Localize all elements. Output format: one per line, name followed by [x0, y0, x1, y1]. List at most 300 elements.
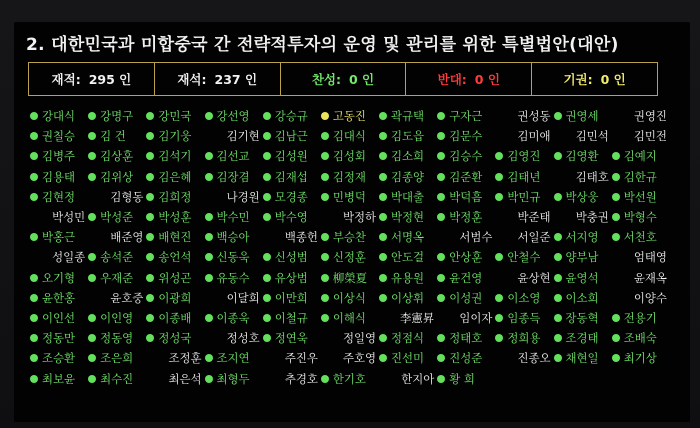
member-name	[263, 247, 321, 267]
member-name-text: 김대식	[332, 129, 366, 144]
member-name	[321, 268, 379, 288]
member-name-text: 오기형	[42, 270, 76, 285]
member-name-text: 유상범	[274, 270, 308, 285]
member-name	[379, 247, 437, 267]
member-name-text: 박선원	[623, 189, 657, 204]
member-name	[495, 146, 553, 166]
member-name	[263, 106, 321, 126]
member-name	[612, 187, 670, 207]
member-name	[30, 167, 88, 187]
member-name	[263, 288, 321, 308]
member-name	[612, 288, 670, 308]
member-name-text: 정동만	[42, 331, 76, 346]
member-name	[263, 227, 321, 247]
member-name	[263, 126, 321, 146]
member-name-text: 윤재옥	[633, 270, 667, 285]
member-name-text: 황 희	[449, 371, 475, 386]
summary-present	[155, 63, 281, 95]
member-name-text: 최보윤	[42, 371, 76, 386]
yes-vote-dot-icon	[146, 294, 154, 302]
yes-vote-dot-icon	[437, 294, 445, 302]
member-name	[88, 348, 146, 368]
member-name	[30, 268, 88, 288]
member-name	[495, 328, 553, 348]
summary-abstain	[532, 63, 657, 95]
member-name	[379, 207, 437, 227]
member-name-text: 이철규	[274, 310, 308, 325]
member-name-text: 송언석	[158, 250, 192, 265]
yes-vote-dot-icon	[30, 112, 38, 120]
member-name	[263, 207, 321, 227]
yes-vote-dot-icon	[263, 314, 271, 322]
member-name-text: 강승규	[274, 109, 308, 124]
member-name	[495, 227, 553, 247]
yes-vote-dot-icon	[88, 274, 96, 282]
yes-vote-dot-icon	[146, 173, 154, 181]
member-name	[379, 368, 437, 388]
yes-vote-dot-icon	[495, 294, 503, 302]
yes-vote-dot-icon	[205, 233, 213, 241]
member-name-text: 장동혁	[565, 310, 599, 325]
member-name-text: 박상웅	[565, 189, 599, 204]
member-name-text: 박성준	[100, 210, 134, 225]
member-name	[321, 126, 379, 146]
yes-vote-dot-icon	[495, 253, 503, 261]
member-name-text: 최수진	[100, 371, 134, 386]
yes-vote-dot-icon	[437, 193, 445, 201]
member-name-text: 정태호	[449, 331, 483, 346]
member-name	[554, 308, 612, 328]
member-name	[263, 348, 321, 368]
yes-vote-dot-icon	[437, 274, 445, 282]
member-name-text: 박홍근	[42, 230, 76, 245]
yes-vote-dot-icon	[554, 193, 562, 201]
member-name	[554, 126, 612, 146]
member-name-text: 이인선	[42, 310, 76, 325]
yes-vote-dot-icon	[205, 112, 213, 120]
yes-vote-dot-icon	[30, 375, 38, 383]
yes-vote-dot-icon	[554, 354, 562, 362]
member-name	[612, 106, 670, 126]
registered-label: 재적:	[51, 72, 81, 87]
member-name-text: 정성국	[158, 331, 192, 346]
yes-vote-dot-icon	[146, 193, 154, 201]
member-name-text: 권칠승	[42, 129, 76, 144]
member-name	[379, 308, 437, 328]
member-name	[321, 187, 379, 207]
member-name	[437, 106, 495, 126]
member-name-text: 신동욱	[216, 250, 250, 265]
member-name-text: 강민국	[158, 109, 192, 124]
member-name	[321, 106, 379, 126]
member-name	[379, 106, 437, 126]
yes-vote-dot-icon	[263, 294, 271, 302]
yes-vote-dot-icon	[146, 112, 154, 120]
yes-vote-dot-icon	[263, 152, 271, 160]
member-name-text: 엄태영	[633, 250, 667, 265]
member-name	[146, 106, 204, 126]
yes-vote-dot-icon	[495, 334, 503, 342]
member-name	[437, 227, 495, 247]
member-name-text: 김형동	[110, 189, 144, 204]
member-name-text: 박충권	[575, 210, 609, 225]
member-name	[321, 368, 379, 388]
member-name-text: 구자근	[449, 109, 483, 124]
member-name	[554, 146, 612, 166]
yes-vote-dot-icon	[437, 375, 445, 383]
yes-vote-dot-icon	[321, 253, 329, 261]
member-name-text: 김선교	[216, 149, 250, 164]
yes-vote-dot-icon	[88, 213, 96, 221]
member-name	[205, 247, 263, 267]
summary-registered	[29, 63, 155, 95]
member-name	[612, 308, 670, 328]
yes-vote-dot-icon	[379, 173, 387, 181]
member-name	[437, 368, 495, 388]
member-name-text: 서지영	[565, 230, 599, 245]
member-name	[495, 207, 553, 227]
yes-vote-dot-icon	[263, 213, 271, 221]
member-name	[205, 187, 263, 207]
yes-vote-dot-icon	[321, 233, 329, 241]
member-name-text: 안상훈	[449, 250, 483, 265]
member-name-text: 이성권	[449, 290, 483, 305]
member-name-text: 배준영	[110, 230, 144, 245]
member-name-text: 서천호	[623, 230, 657, 245]
member-name	[612, 126, 670, 146]
member-name-text: 김태호	[575, 169, 609, 184]
member-name-text: 조지연	[216, 351, 250, 366]
member-name-text: 박정현	[391, 210, 425, 225]
yes-vote-dot-icon	[554, 314, 562, 322]
no-value: 0 인	[474, 72, 500, 87]
member-name-text: 서일준	[517, 230, 551, 245]
member-name-text: 이해식	[332, 310, 366, 325]
yes-vote-dot-icon	[30, 274, 38, 282]
member-name-text: 김현정	[42, 189, 76, 204]
member-name-text: 박정하	[343, 210, 377, 225]
member-name-text: 李憲昇	[400, 310, 435, 325]
yes-vote-dot-icon	[612, 314, 620, 322]
member-name	[554, 328, 612, 348]
yes-vote-dot-icon	[612, 173, 620, 181]
member-name-text: 추경호	[284, 371, 318, 386]
yes-vote-dot-icon	[321, 173, 329, 181]
member-name	[437, 187, 495, 207]
member-name	[30, 308, 88, 328]
member-name-text: 김석기	[158, 149, 192, 164]
member-name-text: 강대식	[42, 109, 76, 124]
member-name-text: 박준태	[517, 210, 551, 225]
member-name-text: 정성호	[226, 331, 260, 346]
member-name-text: 박수민	[216, 210, 250, 225]
member-name-text: 이상식	[332, 290, 366, 305]
member-name-text: 김기웅	[158, 129, 192, 144]
member-name-text: 박대출	[391, 189, 425, 204]
member-name-text: 박수영	[274, 210, 308, 225]
member-name	[379, 288, 437, 308]
member-name-text: 이인영	[100, 310, 134, 325]
member-name	[146, 268, 204, 288]
member-name	[205, 227, 263, 247]
member-name	[554, 207, 612, 227]
member-name	[321, 348, 379, 368]
member-name-text: 조은희	[100, 351, 134, 366]
yes-vote-dot-icon	[30, 294, 38, 302]
member-name-text: 이상휘	[391, 290, 425, 305]
member-name	[88, 247, 146, 267]
member-name-text: 김영진	[507, 149, 541, 164]
member-name-text: 주진우	[284, 351, 318, 366]
member-name	[554, 167, 612, 187]
yes-vote-dot-icon	[88, 375, 96, 383]
yes-vote-dot-icon	[612, 213, 620, 221]
member-name-text: 윤영석	[565, 270, 599, 285]
yes-vote-dot-icon	[205, 354, 213, 362]
yes-vote-dot-icon	[88, 152, 96, 160]
member-name	[88, 268, 146, 288]
member-name-text: 부승찬	[332, 230, 366, 245]
member-name	[612, 268, 670, 288]
member-name	[495, 126, 553, 146]
member-name	[205, 167, 263, 187]
member-name-text: 이광희	[158, 290, 192, 305]
member-name	[612, 227, 670, 247]
yes-vote-dot-icon	[263, 334, 271, 342]
yes-vote-dot-icon	[88, 132, 96, 140]
yes-vote-dot-icon	[321, 152, 329, 160]
yes-vote-dot-icon	[146, 314, 154, 322]
member-name	[612, 348, 670, 368]
yes-vote-dot-icon	[437, 354, 445, 362]
yes-vote-dot-icon	[146, 253, 154, 261]
abstain-value: 0 인	[600, 72, 626, 87]
member-name	[88, 328, 146, 348]
member-name-text: 김남근	[274, 129, 308, 144]
member-name	[146, 348, 204, 368]
member-name-text: 윤건영	[449, 270, 483, 285]
member-name	[321, 207, 379, 227]
member-name-text: 김병주	[42, 149, 76, 164]
yes-vote-dot-icon	[30, 173, 38, 181]
member-name-text: 박정훈	[449, 210, 483, 225]
member-name	[495, 308, 553, 328]
member-name-text: 유용원	[391, 270, 425, 285]
member-name-text: 김도읍	[391, 129, 425, 144]
member-name-text: 최기상	[623, 351, 657, 366]
member-name	[554, 227, 612, 247]
yes-vote-dot-icon	[554, 274, 562, 282]
member-name-text: 한지아	[401, 371, 435, 386]
yes-vote-dot-icon	[554, 233, 562, 241]
yes-vote-dot-icon	[379, 294, 387, 302]
abstain-label: 기권:	[563, 72, 593, 87]
member-name-text: 김장겸	[216, 169, 250, 184]
member-name	[30, 106, 88, 126]
member-name	[88, 368, 146, 388]
member-name	[263, 187, 321, 207]
yes-vote-dot-icon	[554, 294, 562, 302]
yes-vote-dot-icon	[379, 354, 387, 362]
member-name-text: 송석준	[100, 250, 134, 265]
member-name-text: 이종배	[158, 310, 192, 325]
yes-vote-dot-icon	[321, 294, 329, 302]
member-name-text: 김예지	[623, 149, 657, 164]
yes-label: 찬성:	[311, 72, 341, 87]
member-name	[612, 247, 670, 267]
yes-vote-dot-icon	[321, 314, 329, 322]
yes-vote-dot-icon	[379, 193, 387, 201]
member-name-text: 김 건	[100, 129, 126, 144]
member-name	[263, 308, 321, 328]
yes-vote-dot-icon	[437, 152, 445, 160]
yes-vote-dot-icon	[379, 274, 387, 282]
member-name-text: 권영세	[565, 109, 599, 124]
member-name	[30, 328, 88, 348]
yes-vote-dot-icon	[379, 112, 387, 120]
yes-vote-dot-icon	[379, 132, 387, 140]
member-name-text: 윤상현	[517, 270, 551, 285]
member-name-text: 백승아	[216, 230, 250, 245]
member-name-text: 柳榮夏	[332, 270, 368, 285]
member-name-text: 김민석	[575, 129, 609, 144]
member-name-text: 조정훈	[168, 351, 202, 366]
yes-vote-dot-icon	[379, 152, 387, 160]
member-name-text: 박성훈	[158, 210, 192, 225]
member-name	[437, 146, 495, 166]
member-name-text: 정동영	[100, 331, 134, 346]
yes-vote-dot-icon	[437, 173, 445, 181]
member-name	[205, 106, 263, 126]
member-name-text: 김은혜	[158, 169, 192, 184]
member-name	[379, 126, 437, 146]
member-name-text: 김상훈	[100, 149, 134, 164]
member-name	[88, 207, 146, 227]
member-name	[379, 187, 437, 207]
member-name-text: 고동진	[332, 109, 366, 124]
member-name	[146, 187, 204, 207]
member-name-text: 박성민	[52, 210, 86, 225]
member-name	[379, 146, 437, 166]
member-name-text: 김승수	[449, 149, 483, 164]
member-name-text: 유동수	[216, 270, 250, 285]
member-name	[263, 368, 321, 388]
summary-no	[406, 63, 532, 95]
member-name-text: 신성범	[274, 250, 308, 265]
member-name-text: 강명구	[100, 109, 134, 124]
registered-value: 295 인	[88, 72, 132, 87]
member-name-text: 김문수	[449, 129, 483, 144]
member-name-text: 김태년	[507, 169, 541, 184]
yes-vote-dot-icon	[379, 253, 387, 261]
member-name	[88, 106, 146, 126]
member-name-text: 민병덕	[332, 189, 366, 204]
member-name	[437, 328, 495, 348]
member-name	[612, 167, 670, 187]
member-name-text: 안도걸	[391, 250, 425, 265]
member-name	[88, 227, 146, 247]
member-name	[437, 268, 495, 288]
member-name	[495, 187, 553, 207]
member-name	[437, 207, 495, 227]
yes-vote-dot-icon	[30, 334, 38, 342]
member-name-text: 김미애	[517, 129, 551, 144]
member-name	[437, 126, 495, 146]
member-name	[205, 146, 263, 166]
member-name	[495, 167, 553, 187]
member-name	[321, 146, 379, 166]
member-name	[612, 207, 670, 227]
member-name	[30, 247, 88, 267]
member-name	[554, 268, 612, 288]
member-name	[379, 227, 437, 247]
member-name	[205, 288, 263, 308]
member-name	[205, 368, 263, 388]
member-name	[554, 106, 612, 126]
yes-vote-dot-icon	[30, 193, 38, 201]
yes-vote-dot-icon	[554, 253, 562, 261]
member-name-text: 조배숙	[623, 331, 657, 346]
yes-vote-dot-icon	[379, 233, 387, 241]
yes-vote-dot-icon	[205, 375, 213, 383]
yes-vote-dot-icon	[321, 132, 329, 140]
member-name	[30, 227, 88, 247]
member-name	[379, 268, 437, 288]
member-name-text: 김재섭	[274, 169, 308, 184]
member-name	[379, 348, 437, 368]
member-name	[495, 268, 553, 288]
member-name-text: 정희용	[507, 331, 541, 346]
member-name-text: 강선영	[216, 109, 250, 124]
member-name	[30, 288, 88, 308]
member-name	[321, 227, 379, 247]
member-name-text: 윤호중	[110, 290, 144, 305]
yes-vote-dot-icon	[321, 375, 329, 383]
member-name	[321, 328, 379, 348]
yes-vote-dot-icon	[321, 274, 329, 282]
yes-vote-dot-icon	[321, 193, 329, 201]
member-name	[146, 126, 204, 146]
member-name-text: 최은석	[168, 371, 202, 386]
member-name	[437, 308, 495, 328]
member-name	[321, 288, 379, 308]
yes-vote-dot-icon	[263, 112, 271, 120]
member-name	[321, 308, 379, 328]
member-name-text: 김종양	[391, 169, 425, 184]
member-name	[146, 227, 204, 247]
member-name	[88, 187, 146, 207]
member-name	[88, 126, 146, 146]
member-name	[146, 146, 204, 166]
member-name-text: 윤한홍	[42, 290, 76, 305]
member-name-text: 위성곤	[158, 270, 192, 285]
member-name-text: 한기호	[332, 371, 366, 386]
member-name-text: 권성동	[517, 109, 551, 124]
member-name	[205, 207, 263, 227]
yes-vote-dot-icon	[146, 233, 154, 241]
yes-vote-dot-icon	[263, 274, 271, 282]
member-name	[30, 187, 88, 207]
yes-vote-dot-icon	[30, 233, 38, 241]
yes-vote-dot-icon	[30, 132, 38, 140]
yes-vote-dot-icon	[205, 274, 213, 282]
member-name-text: 김위상	[100, 169, 134, 184]
member-name-text: 조승환	[42, 351, 76, 366]
yes-vote-dot-icon	[437, 213, 445, 221]
member-name	[554, 288, 612, 308]
member-name-text: 박형수	[623, 210, 657, 225]
member-name-text: 성일종	[52, 250, 86, 265]
